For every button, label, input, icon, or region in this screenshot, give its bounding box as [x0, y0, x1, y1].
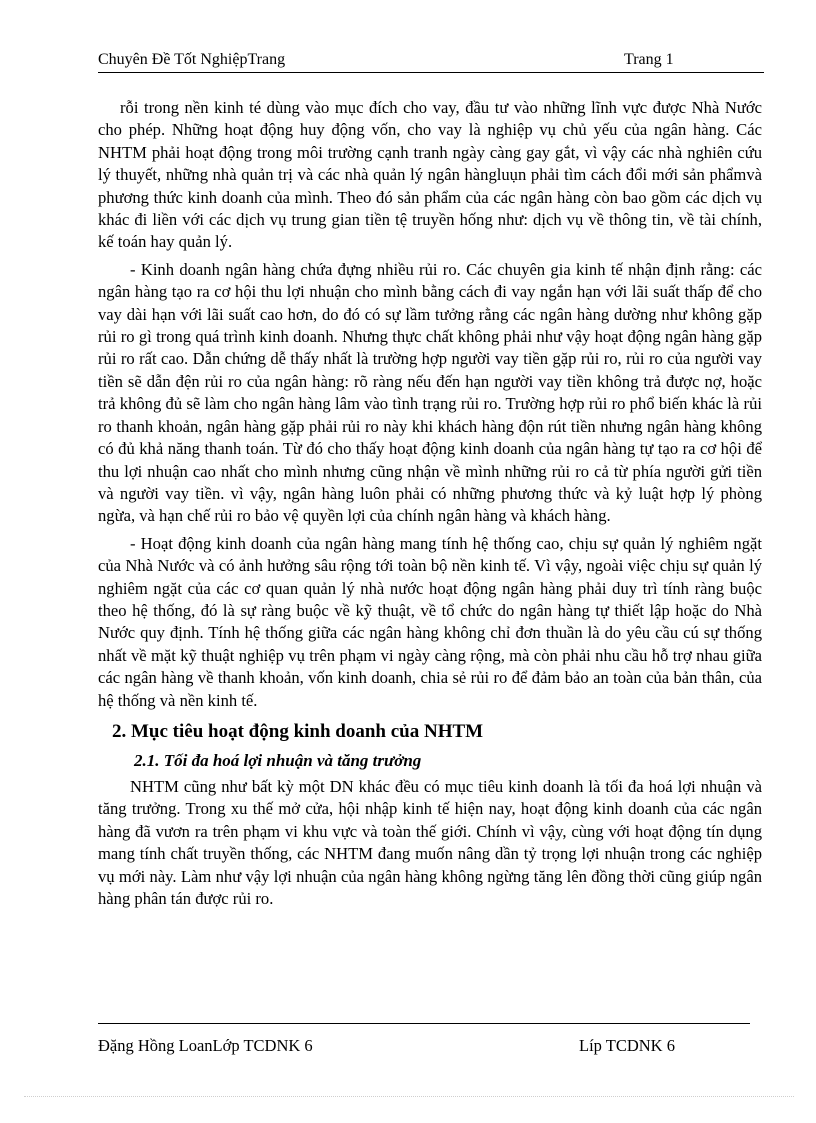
paragraph-2: - Kinh doanh ngân hàng chứa đựng nhiều rủi ro. Các chuyên gia kinh tế nhận định rằng: các ngân hàng tạo ra cơ hội thu lợi nhuận cho mình bằng cách đi vay ngắn hạn với lãi suất thấp để cho vay dài hạn với lãi suất cao hơn, do đó có sự lầm tưởng rằng các ngân hàng dường như không gặp rủi ro gì trong quá trình kinh doanh. Nhưng thực chất không phải như vậy hoạt động ngân hàng gặp rủi ro rất cao. Dẫn chứng dễ thấy nhất là trường hợp người vay tiền gặp rủi ro, rủi ro của người vay tiền sẽ dẫn đện rủi ro của ngân hàng: rõ ràng nếu đến hạn người vay tiền không trả được nợ, hoặc trả không đủ sẽ làm cho ngân hàng lâm vào tình trạng rủi ro. Trường hợp rủi ro phổ biến khác là rủi ro thanh khoản, ngân hàng gặp phải rủi ro này khi khách hàng độn rút tiền nhưng ngân hàng không có đủ khả năng thanh toán. Từ đó cho thấy hoạt động kinh doanh của ngân hàng tự tạo ra cơ hội để thu lợi nhuận cao nhất cho mình nhưng cũng nhận về mình những rủi ro cả từ phía người gửi tiền và người vay tiền. vì vậy, ngân hàng luôn phải có những phương thức và kỷ luật hợp lý phòng ngừa, và hạn chế rủi ro bảo vệ quyền lợi của chính ngân hàng và khách hàng.: [98, 259, 762, 526]
page-header: [98, 50, 764, 72]
footer-author: Đặng Hồng LoanLớp TCDNK 6: [98, 1036, 313, 1055]
paragraph-4: NHTM cũng như bất kỳ một DN khác đều có mục tiêu kinh doanh là tối đa hoá lợi nhuận và tăng trưởng. Trong xu thế mở cửa, hội nhập kinh tế hiện nay, hoạt động kinh doanh của các ngân hàng đã vươn ra trên phạm vi khu vực và toàn thế giới. Chính vì vậy, cùng với hoạt động tín dụng mang tính chất truyền thống, các NHTM đang muốn nâng dần tỷ trọng lợi nhuận trong các nghiệp vụ mới này. Làm như vậy lợi nhuận của ngân hàng không ngừng tăng lên đồng thời cũng giúp ngân hàng phân tán được rủi ro.: [98, 776, 762, 908]
subsection-heading: 2.1. Tối đa hoá lợi nhuận và tăng trưởng: [134, 750, 422, 770]
paragraph-3: - Hoạt động kinh doanh của ngân hàng mang tính hệ thống cao, chịu sự quản lý nghiêm ngặt của Nhà Nước và có ảnh hưởng sâu rộng tới toàn bộ nền kinh tế. Vì vậy, ngoài việc chịu sự quản lý nghiêm ngặt của các cơ quan quản lý nhà nước hoạt động ngân hàng phải duy trì tính ràng buộc theo hệ thống, đó là sự ràng buộc về kỹ thuật, về tổ chức do ngân hàng tự thiết lập hoặc do Nhà Nước quy định. Tính hệ thống giữa các ngân hàng không chỉ đơn thuần là do yêu cầu cú sự thống nhất về mặt kỹ thuật nghiệp vụ trên phạm vi ngày càng rộng, mà còn phải nhu cầu hỗ trợ nhau giữa các ngân hàng về thanh khoản, vốn kinh doanh, chia sẻ rủi ro để đảm bảo an toàn của bản thân, của hệ thống và nền kinh tế.: [98, 533, 762, 710]
footer-divider: [98, 1023, 750, 1024]
document-body: [98, 97, 762, 915]
header-divider: [98, 72, 764, 73]
page-bottom-border: [24, 1096, 794, 1097]
paragraph-1: rỗi trong nền kinh té dùng vào mục đích cho vay, đầu tư vào những lĩnh vực được Nhà Nước cho phép. Những hoạt động huy động vốn, cho vay là nghiệp vụ chủ yếu của ngân hàng. Các NHTM phải hoạt động trong môi trường cạnh tranh ngày càng gay gắt, vì vậy các nhà nghiên cứu lý thuyết, những nhà quản trị và các nhà quản lý ngân hàngluụn phải tìm cách đổi mới sản phẩmvà phương thức kinh doanh của mình. Theo đó sản phẩm của các ngân hàng còn bao gồm các dịch vụ khác đi liền với các dịch vụ trung gian tiền tệ truyền hống như: dịch vụ về thông tin, về tài chính, kế toán hay quản lý.: [98, 98, 762, 252]
header-title: Chuyên Đề Tốt NghiệpTrang: [98, 51, 286, 68]
header-page-number: Trang 1: [624, 51, 674, 68]
section-heading: 2. Mục tiêu hoạt động kinh doanh của NHTM: [112, 720, 484, 742]
footer-class: Líp TCDNK 6: [579, 1036, 675, 1055]
page-footer: [98, 1036, 750, 1058]
